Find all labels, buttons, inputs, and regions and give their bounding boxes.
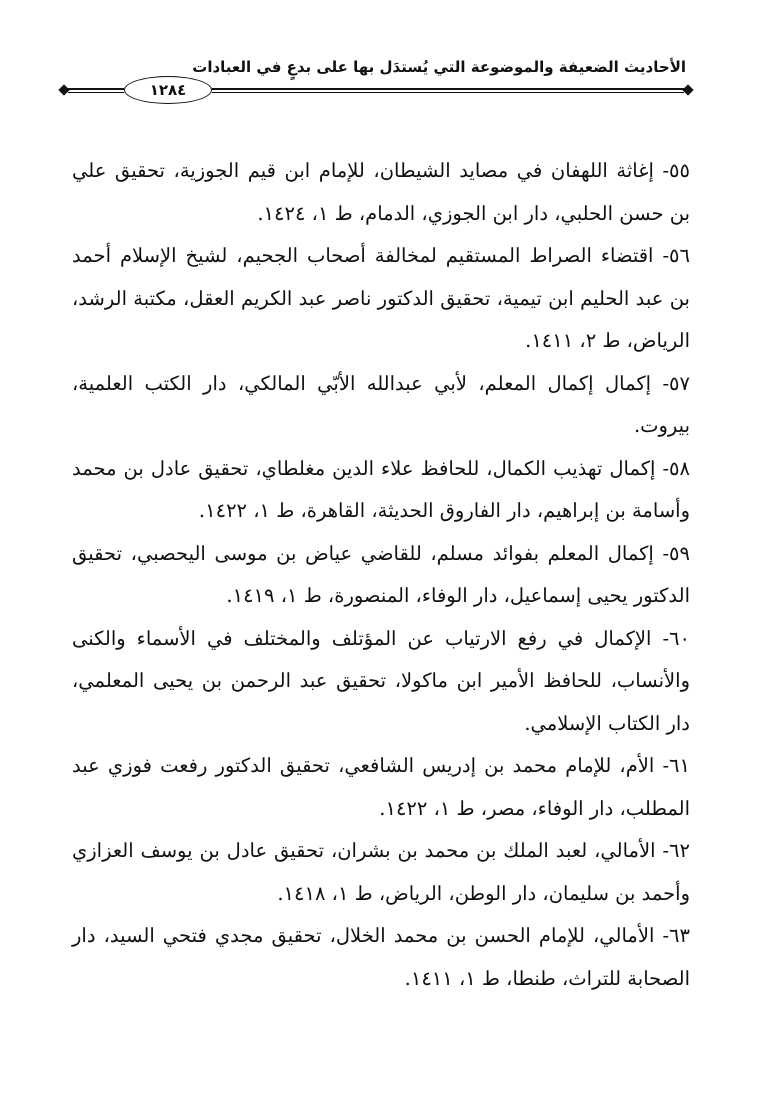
running-title: الأحاديث الضعيفة والموضوعة التي يُستدَل بها على بدعٍ في العبادات: [192, 58, 686, 76]
bibliography-list: [72, 150, 690, 1000]
header-rule-left: [68, 88, 124, 90]
bibliography-entry-63: ٦٣- الأمالي، للإمام الحسن بن محمد الخلال، تحقيق مجدي فتحي السيد، دار الصحابة للتراث، طنطا، ط ١، ١٤١١.: [72, 924, 690, 990]
bibliography-entry-60: ٦٠- الإكمال في رفع الارتياب عن المؤتلف والمختلف في الأسماء والكنى والأنساب، للحافظ الأمير ابن ماكولا، تحقيق عبد الرحمن بن يحيى المعلمي، دار الكتاب الإسلامي.: [72, 626, 690, 735]
bibliography-entry-56: ٥٦- اقتضاء الصراط المستقيم لمخالفة أصحاب الجحيم، لشيخ الإسلام أحمد بن عبد الحليم ابن تيمية، تحقيق الدكتور ناصر عبد الكريم العقل، مكتبة الرشد، الرياض، ط ٢، ١٤١١.: [72, 244, 690, 352]
bibliography-entry-61: ٦١- الأم، للإمام محمد بن إدريس الشافعي، تحقيق الدكتور رفعت فوزي عبد المطلب، دار الوفاء، مصر، ط ١، ١٤٢٢.: [72, 754, 690, 820]
bibliography-entry-62: ٦٢- الأمالي، لعبد الملك بن محمد بن بشران، تحقيق عادل بن يوسف العزازي وأحمد بن سليمان، دار الوطن، الرياض، ط ١، ١٤١٨.: [72, 839, 690, 905]
left-diamond-ornament: [58, 84, 69, 95]
header-rule-left-thin: [68, 92, 124, 93]
right-diamond-ornament: [682, 84, 693, 95]
page-number: ١٢٨٤: [124, 76, 212, 104]
header-rule-right-thin: [212, 92, 684, 93]
header-rule-right: [212, 88, 684, 90]
page-header: [60, 54, 692, 110]
bibliography-entry-55: ٥٥- إغاثة اللهفان في مصايد الشيطان، للإمام ابن قيم الجوزية، تحقيق علي بن حسن الحلبي، دار ابن الجوزي، الدمام، ط ١، ١٤٢٤.: [72, 159, 690, 225]
bibliography-entry-59: ٥٩- إكمال المعلم بفوائد مسلم، للقاضي عياض بن موسى اليحصبي، تحقيق الدكتور يحيى إسماعيل، دار الوفاء، المنصورة، ط ١، ١٤١٩.: [72, 541, 690, 607]
bibliography-entry-58: ٥٨- إكمال تهذيب الكمال، للحافظ علاء الدين مغلطاي، تحقيق عادل بن محمد وأسامة بن إبراهيم، دار الفاروق الحديثة، القاهرة، ط ١، ١٤٢٢.: [72, 456, 690, 522]
bibliography-entry-57: ٥٧- إكمال إكمال المعلم، لأبي عبدالله الأبّي المالكي، دار الكتب العلمية، بيروت.: [72, 371, 690, 437]
